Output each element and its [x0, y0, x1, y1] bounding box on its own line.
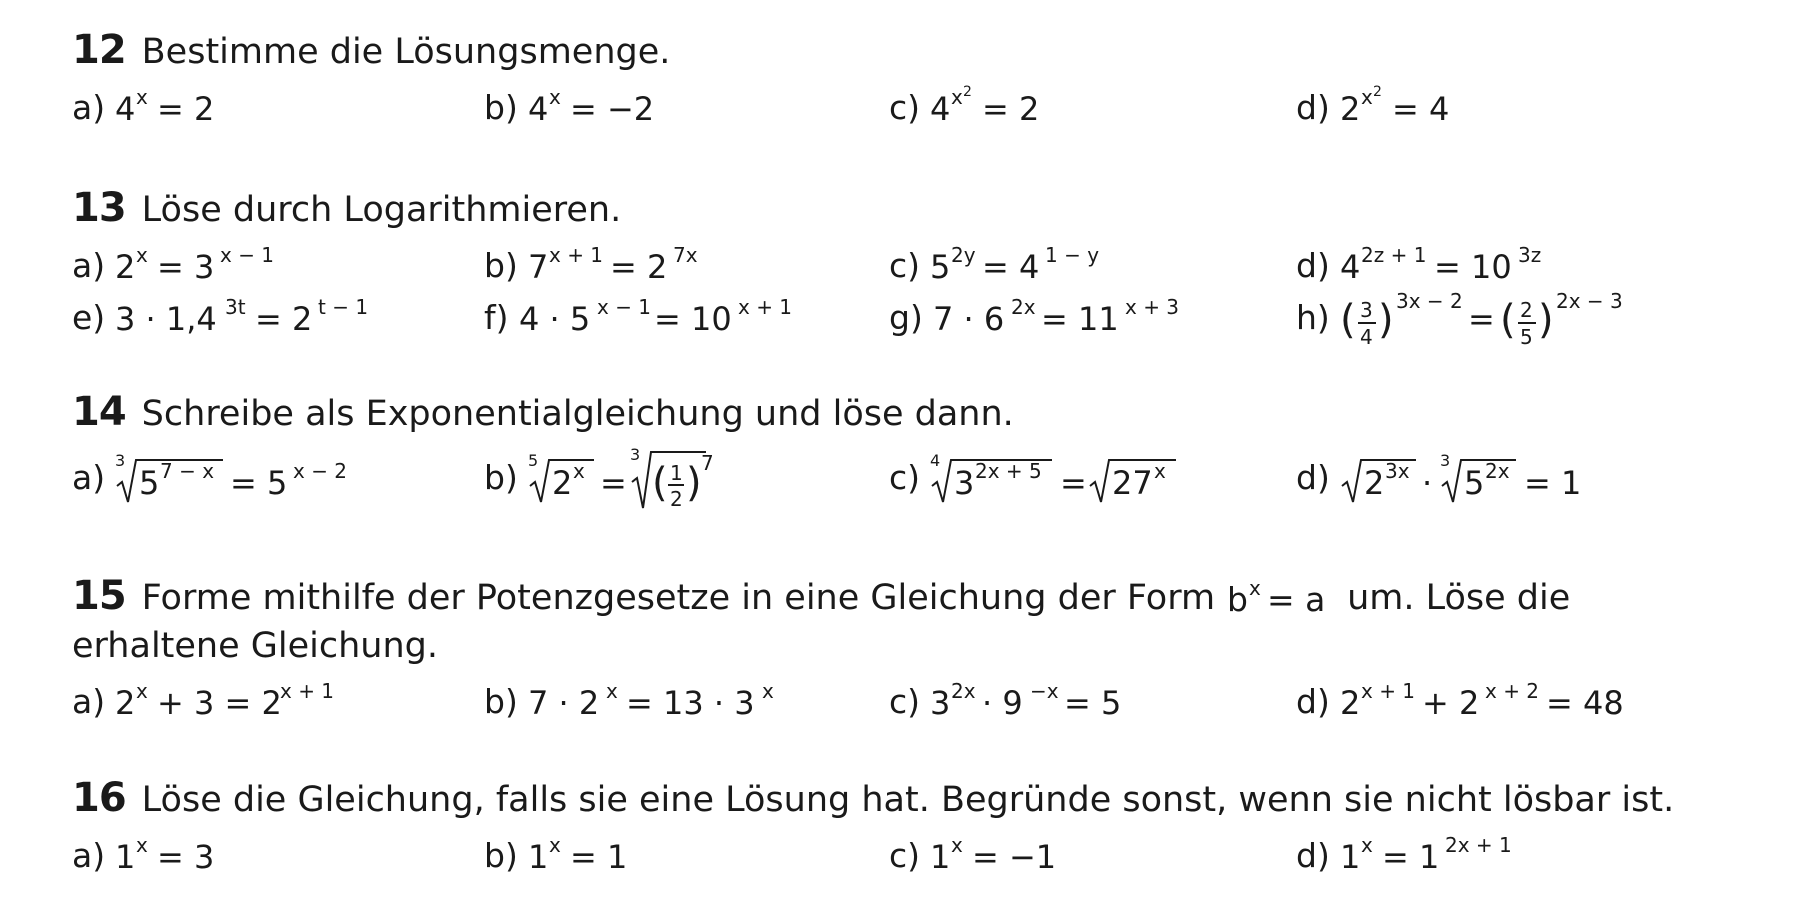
svg-text:3: 3 [954, 463, 975, 502]
task-13-item-b: b) 7 x + 1 = 2 7x [484, 236, 738, 298]
svg-text:x: x [136, 678, 148, 703]
svg-text:x: x [761, 678, 774, 703]
svg-text:5: 5 [1463, 463, 1485, 502]
task-12-item-c: c) 4 x 2 = 2 [889, 78, 1080, 140]
svg-text:t − 1: t − 1 [318, 294, 369, 319]
svg-text:2: 2 [115, 683, 136, 722]
task-instruction-end: um. Löse die [1347, 578, 1571, 618]
equation [528, 674, 798, 734]
svg-text:· 9: · 9 [982, 683, 1023, 722]
svg-text:= 3: = 3 [157, 837, 215, 876]
svg-text:2: 2 [1372, 83, 1382, 100]
task-instruction: Schreibe als Exponentialgleichung und löse dann. [141, 394, 1014, 434]
equation [1340, 80, 1490, 140]
task-14-item-a: a) 3 5 7 − x = 5 x − 2 [72, 448, 365, 510]
svg-text:(: ( [651, 459, 668, 506]
svg-text:x: x [136, 832, 148, 857]
equation [933, 290, 1203, 350]
task-16-item-b: b) 1 x = 1 [484, 826, 658, 888]
svg-text:4 · 5: 4 · 5 [518, 299, 590, 338]
equation [1340, 674, 1670, 734]
task-number: 15 [72, 573, 126, 619]
task-instruction: Löse die Gleichung, falls sie eine Lösung hat. Begründe sonst, wenn sie nicht lösbar ist. [141, 780, 1675, 820]
svg-text:1: 1 [527, 837, 549, 876]
task-13-item-d: d) 4 2z + 1 = 10 3z [1296, 236, 1580, 298]
svg-text:4: 4 [115, 89, 136, 128]
svg-text:= 5: = 5 [230, 463, 288, 502]
svg-text:7: 7 [527, 247, 549, 286]
task-13-items-row1 [0, 236, 1797, 296]
task-12-item-d: d) 2 x 2 = 4 [1296, 78, 1490, 140]
svg-text:2x + 5: 2x + 5 [975, 458, 1042, 483]
task-13-item-c: c) 5 2y = 4 1 − y [889, 236, 1140, 298]
task-13-item-h: h) ( 3 4 ) 3x − 2 = ( 2 5 ) 2x − 3 [1296, 288, 1700, 350]
task-number: 13 [72, 185, 126, 231]
task-15-heading [72, 574, 1570, 621]
task-15-heading-line2 [72, 624, 438, 668]
svg-text:2: 2 [551, 463, 573, 502]
svg-text:+ 2: + 2 [1421, 683, 1480, 722]
svg-text:b: b [1227, 580, 1249, 619]
svg-text:x: x [951, 84, 963, 109]
equation [115, 674, 375, 734]
task-13-item-a: a) 2 x = 3 x − 1 [72, 236, 315, 298]
svg-text:x − 2: x − 2 [293, 458, 348, 483]
svg-text:= 13 · 3: = 13 · 3 [625, 683, 755, 722]
svg-text:=: = [1467, 299, 1495, 338]
svg-text:x: x [136, 242, 148, 267]
task-13-item-e: e) 3 · 1,4 3t = 2 t − 1 [72, 288, 385, 350]
svg-text:x + 1: x + 1 [737, 294, 792, 319]
task-instruction: Forme mithilfe der Potenzgesetze in eine Gleichung der Form [141, 578, 1216, 618]
svg-text:x: x [1360, 832, 1373, 857]
task-16-heading [72, 776, 1674, 822]
svg-text:3z: 3z [1517, 242, 1542, 267]
svg-text:7 · 6: 7 · 6 [932, 299, 1005, 338]
svg-text:·: · [1421, 463, 1432, 502]
svg-text:x: x [548, 84, 561, 109]
svg-text:2x: 2x [951, 678, 976, 703]
equation [115, 80, 245, 140]
svg-text:2y: 2y [951, 242, 976, 267]
equation [115, 450, 365, 510]
task-16-item-c: c) 1 x = −1 [889, 826, 1090, 888]
svg-text:x + 2: x + 2 [1484, 678, 1539, 703]
svg-text:= 1: = 1 [569, 837, 628, 876]
svg-text:4: 4 [1339, 247, 1361, 286]
svg-text:x: x [605, 678, 618, 703]
svg-text:5: 5 [139, 463, 160, 502]
task-14-items [0, 444, 1797, 511]
svg-text:4: 4 [527, 89, 549, 128]
svg-text:−x: −x [1030, 678, 1059, 703]
svg-text:3: 3 [1439, 450, 1451, 470]
task-12-item-b: b) 4 x = −2 [484, 78, 688, 140]
svg-text:x: x [136, 84, 148, 109]
task-13-item-f: f) 4 · 5 x − 1 = 10 x + 1 [484, 288, 819, 350]
svg-text:3: 3 [629, 444, 641, 464]
svg-text:3x − 2: 3x − 2 [1395, 288, 1463, 313]
equation [1340, 450, 1640, 510]
svg-text:5: 5 [527, 450, 539, 470]
svg-text:1: 1 [1339, 837, 1361, 876]
equation [528, 80, 688, 140]
svg-text:= 10: = 10 [1433, 247, 1512, 286]
svg-text:1: 1 [930, 837, 951, 876]
svg-text:x: x [548, 832, 561, 857]
svg-text:7 · 2: 7 · 2 [527, 683, 600, 722]
svg-text:= 1: = 1 [1381, 837, 1440, 876]
equation [930, 674, 1190, 734]
svg-text:1 − y: 1 − y [1045, 242, 1100, 267]
task-15-items [0, 672, 1797, 732]
svg-text:4: 4 [930, 89, 951, 128]
svg-text:7 − x: 7 − x [160, 458, 215, 483]
task-12-item-a: a) 4 x = 2 [72, 78, 245, 140]
svg-text:x − 1: x − 1 [220, 242, 275, 267]
svg-text:= a: = a [1267, 580, 1326, 619]
svg-text:5: 5 [930, 247, 951, 286]
svg-text:x + 3: x + 3 [1124, 294, 1179, 319]
svg-text:27: 27 [1112, 463, 1153, 502]
equation [930, 450, 1200, 510]
svg-text:4: 4 [930, 450, 941, 470]
svg-text:= 2: = 2 [982, 89, 1040, 128]
task-16-item-d: d) 1 x = 1 2x + 1 [1296, 826, 1560, 888]
task-14-item-d: d) 2 3x · 3 5 2x = 1 [1296, 448, 1640, 510]
svg-text:7: 7 [700, 450, 714, 475]
svg-text:2x: 2x [1484, 458, 1510, 483]
svg-text:1: 1 [669, 460, 683, 485]
task-14-item-b: b) 5 2 x = 3 ( 1 2 ) 7 [484, 448, 748, 510]
svg-text:= −2: = −2 [569, 89, 654, 128]
svg-text:= 5: = 5 [1064, 683, 1122, 722]
equation [1340, 290, 1700, 350]
equation [1340, 828, 1560, 888]
equation [528, 828, 658, 888]
task-13-heading [72, 186, 621, 232]
svg-text:2: 2 [1363, 463, 1385, 502]
svg-text:7x: 7x [672, 242, 698, 267]
task-15-item-b: b) 7 · 2 x = 13 · 3 x [484, 672, 798, 734]
task-15-item-d: d) 2 x + 1 + 2 x + 2 = 48 [1296, 672, 1670, 734]
task-12-heading [72, 28, 670, 74]
svg-text:= 2: = 2 [157, 89, 215, 128]
equation [930, 80, 1080, 140]
task-15-item-c: c) 3 2x · 9 −x = 5 [889, 672, 1190, 734]
svg-text:x: x [1154, 458, 1166, 483]
equation [519, 290, 819, 350]
task-12-items [0, 78, 1797, 138]
task-number: 14 [72, 389, 126, 435]
svg-text:3x: 3x [1384, 458, 1410, 483]
svg-text:= −1: = −1 [972, 837, 1057, 876]
task-15-item-a: a) 2 x + 3 = 2 x + 1 [72, 672, 375, 734]
svg-text:+ 3 = 2: + 3 = 2 [157, 683, 282, 722]
task-13-item-g: g) 7 · 6 2x = 11 x + 3 [889, 288, 1203, 350]
svg-text:): ) [1537, 296, 1554, 343]
equation [527, 444, 748, 511]
svg-text:x: x [1249, 576, 1261, 600]
svg-text:x: x [572, 458, 585, 483]
task-14-heading [72, 390, 1014, 436]
svg-text:3 · 1,4: 3 · 1,4 [115, 299, 217, 338]
svg-text:x + 1: x + 1 [1360, 678, 1415, 703]
svg-text:x: x [1360, 84, 1373, 109]
svg-text:= 1: = 1 [1523, 463, 1582, 502]
svg-text:= 48: = 48 [1545, 683, 1624, 722]
svg-text:3: 3 [1359, 297, 1373, 322]
svg-text:2x − 3: 2x − 3 [1555, 288, 1623, 313]
inline-formula [1225, 577, 1337, 621]
svg-text:=: = [1060, 463, 1087, 502]
svg-text:x: x [951, 832, 963, 857]
svg-text:2x + 1: 2x + 1 [1444, 832, 1512, 857]
svg-text:2: 2 [963, 83, 972, 100]
task-14-item-c: c) 4 3 2x + 5 = 27 x [889, 448, 1200, 510]
task-16-items [0, 826, 1797, 886]
svg-text:= 10: = 10 [653, 299, 732, 338]
equation [115, 828, 245, 888]
svg-text:=: = [599, 463, 627, 502]
svg-text:): ) [685, 459, 702, 506]
task-13-items-row2 [0, 288, 1797, 348]
svg-text:2: 2 [115, 247, 136, 286]
svg-text:= 2: = 2 [255, 299, 313, 338]
svg-text:): ) [1377, 296, 1394, 343]
svg-text:5: 5 [1519, 324, 1533, 349]
svg-text:= 11: = 11 [1040, 299, 1119, 338]
svg-text:3: 3 [115, 450, 126, 470]
svg-text:x + 1: x + 1 [548, 242, 603, 267]
svg-text:3t: 3t [225, 294, 246, 319]
task-instruction-line2: erhaltene Gleichung. [72, 626, 438, 666]
svg-text:= 3: = 3 [157, 247, 215, 286]
svg-text:x + 1: x + 1 [280, 678, 335, 703]
svg-text:2x: 2x [1010, 294, 1036, 319]
svg-text:(: ( [1499, 296, 1516, 343]
task-16-item-a: a) 1 x = 3 [72, 826, 245, 888]
svg-text:(: ( [1339, 296, 1356, 343]
task-number: 16 [72, 775, 126, 821]
svg-text:= 2: = 2 [609, 247, 668, 286]
svg-text:2z + 1: 2z + 1 [1360, 242, 1427, 267]
svg-text:2: 2 [1339, 683, 1361, 722]
svg-text:1: 1 [115, 837, 136, 876]
equation [115, 290, 385, 350]
svg-text:x − 1: x − 1 [596, 294, 651, 319]
svg-text:4: 4 [1359, 324, 1373, 349]
svg-text:= 4: = 4 [1391, 89, 1450, 128]
task-number: 12 [72, 27, 126, 73]
equation [930, 828, 1090, 888]
svg-text:= 4: = 4 [982, 247, 1040, 286]
task-instruction: Löse durch Logarithmieren. [141, 190, 622, 230]
task-instruction: Bestimme die Lösungsmenge. [141, 32, 671, 72]
svg-text:3: 3 [930, 683, 951, 722]
svg-text:2: 2 [1519, 297, 1533, 322]
svg-text:2: 2 [1339, 89, 1361, 128]
svg-text:2: 2 [669, 486, 683, 511]
